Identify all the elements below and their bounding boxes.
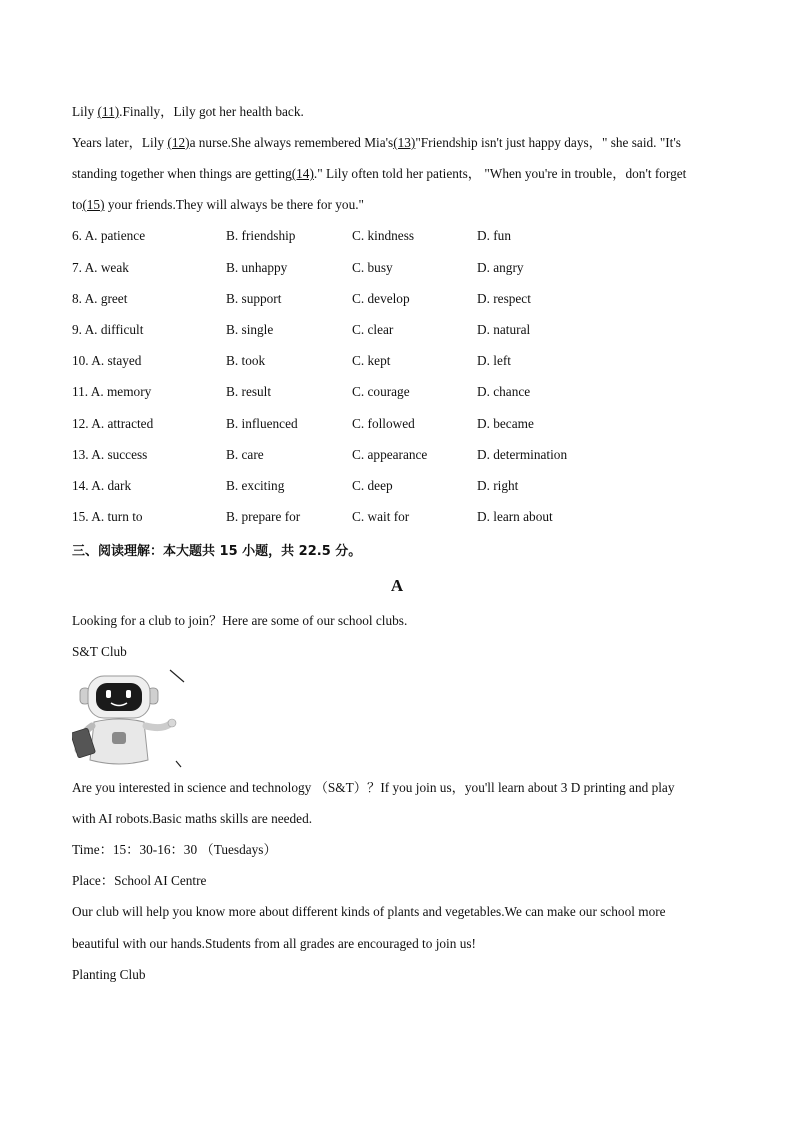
section-heading: 三、阅读理解：本大题共 15 小题，共 22.5 分。 bbox=[72, 544, 362, 559]
option-b: B. influenced bbox=[226, 416, 298, 431]
option-c: C. kept bbox=[352, 353, 391, 368]
option-b: B. care bbox=[226, 447, 264, 462]
option-c: C. followed bbox=[352, 416, 415, 431]
option-row bbox=[72, 416, 772, 432]
club2-name: Planting Club bbox=[72, 967, 146, 982]
option-b: B. support bbox=[226, 291, 282, 306]
option-a: 12. A. attracted bbox=[72, 416, 154, 431]
option-c: C. deep bbox=[352, 478, 393, 493]
option-c: C. busy bbox=[352, 260, 393, 275]
option-a: 6. A. patience bbox=[72, 228, 146, 243]
option-b: B. unhappy bbox=[226, 260, 288, 275]
passage-line-4 bbox=[72, 197, 364, 213]
option-d: D. chance bbox=[477, 384, 531, 399]
club1-time: Time：15：30-16：30 （Tuesdays） bbox=[72, 842, 277, 857]
option-b: B. friendship bbox=[226, 228, 296, 243]
option-d: D. right bbox=[477, 478, 519, 493]
option-row bbox=[72, 322, 772, 338]
text: a nurse.She always remembered Mia's bbox=[189, 135, 394, 150]
text: "Friendship isn't just happy days，" she said. "It's bbox=[415, 135, 681, 150]
option-d: D. fun bbox=[477, 228, 511, 243]
option-c: C. appearance bbox=[352, 447, 428, 462]
option-b: B. result bbox=[226, 384, 272, 399]
option-c: C. clear bbox=[352, 322, 394, 337]
option-a: 14. A. dark bbox=[72, 478, 132, 493]
option-a: 8. A. greet bbox=[72, 291, 128, 306]
option-b: B. prepare for bbox=[226, 509, 301, 524]
text: standing together when things are getting bbox=[72, 166, 292, 181]
blank-12: (12) bbox=[167, 135, 190, 150]
option-c: C. courage bbox=[352, 384, 410, 399]
robot-image bbox=[72, 668, 188, 772]
blank-15: (15) bbox=[82, 197, 105, 212]
option-b: B. took bbox=[226, 353, 266, 368]
text: .Finally，Lily got her health back. bbox=[119, 104, 304, 119]
part-title: A bbox=[390, 576, 404, 595]
option-a: 15. A. turn to bbox=[72, 509, 143, 524]
option-d: D. became bbox=[477, 416, 534, 431]
option-c: C. develop bbox=[352, 291, 410, 306]
option-a: 13. A. success bbox=[72, 447, 148, 462]
option-a: 9. A. difficult bbox=[72, 322, 144, 337]
option-d: D. natural bbox=[477, 322, 531, 337]
option-row bbox=[72, 447, 772, 463]
passage-line-2 bbox=[72, 135, 681, 151]
blank-13: (13) bbox=[393, 135, 416, 150]
blank-14: (14) bbox=[291, 166, 314, 181]
option-d: D. respect bbox=[477, 291, 531, 306]
option-row bbox=[72, 478, 772, 494]
text: Years later，Lily bbox=[72, 135, 168, 150]
option-row bbox=[72, 509, 772, 525]
text: to bbox=[72, 197, 83, 212]
passage-line-3 bbox=[72, 166, 686, 182]
text: your friends.They will always be there for you." bbox=[104, 197, 364, 212]
option-b: B. exciting bbox=[226, 478, 285, 493]
text: Lily bbox=[72, 104, 98, 119]
option-row bbox=[72, 384, 772, 400]
option-d: D. learn about bbox=[477, 509, 553, 524]
option-d: D. left bbox=[477, 353, 511, 368]
option-d: D. determination bbox=[477, 447, 568, 462]
option-b: B. single bbox=[226, 322, 274, 337]
option-row bbox=[72, 291, 772, 307]
option-row bbox=[72, 353, 772, 369]
club1-desc-line1: Are you interested in science and technology （S&T）？If you join us，you'll learn about 3 D printing and play bbox=[72, 780, 675, 795]
option-d: D. angry bbox=[477, 260, 524, 275]
text: ." Lily often told her patients， "When you're in trouble，don't forget bbox=[313, 166, 687, 181]
club1-place: Place：School AI Centre bbox=[72, 873, 207, 888]
club1-desc-line2: with AI robots.Basic maths skills are needed. bbox=[72, 811, 313, 826]
club2-desc-line1: Our club will help you know more about different kinds of plants and vegetables.We can make our school more bbox=[72, 904, 666, 919]
option-a: 11. A. memory bbox=[72, 384, 152, 399]
reading-intro: Looking for a club to join？Here are some of our school clubs. bbox=[72, 613, 408, 628]
blank-11: (11) bbox=[97, 104, 120, 119]
option-c: C. wait for bbox=[352, 509, 410, 524]
option-a: 7. A. weak bbox=[72, 260, 129, 275]
club1-name: S&T Club bbox=[72, 644, 127, 659]
passage-line-1 bbox=[72, 104, 304, 120]
option-c: C. kindness bbox=[352, 228, 415, 243]
option-row bbox=[72, 260, 772, 276]
club2-desc-line2: beautiful with our hands.Students from all grades are encouraged to join us! bbox=[72, 936, 476, 951]
option-a: 10. A. stayed bbox=[72, 353, 142, 368]
option-row bbox=[72, 228, 772, 244]
